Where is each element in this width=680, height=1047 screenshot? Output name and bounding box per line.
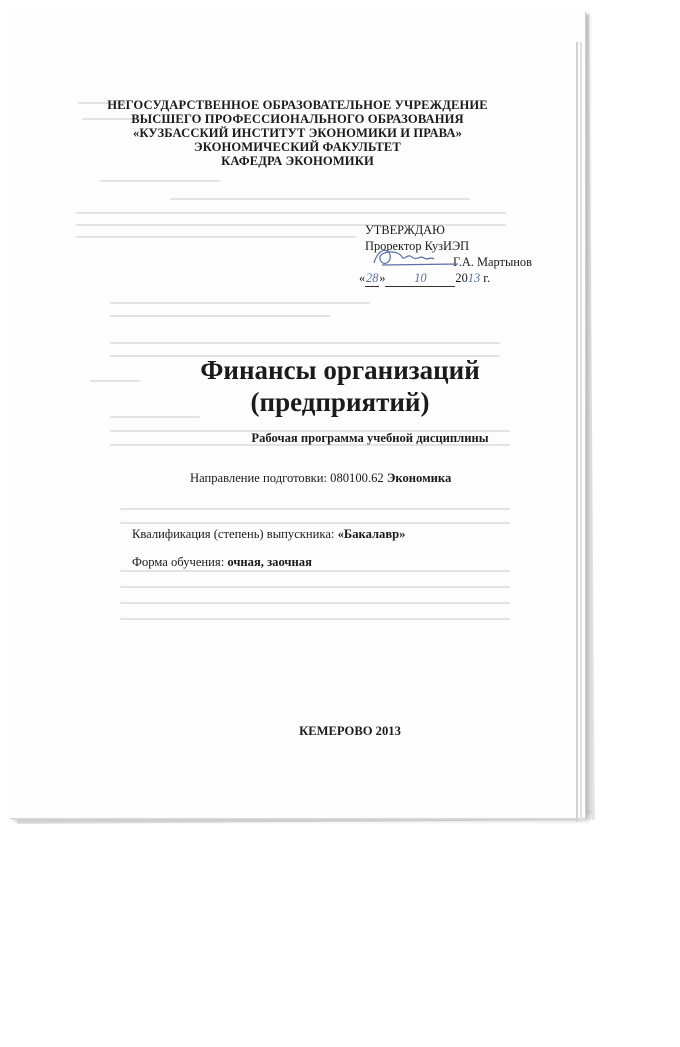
- document-title-line1: Финансы организаций: [200, 355, 480, 385]
- date-year-end: г.: [480, 271, 491, 285]
- institution-header-line: «КУЗБАССКИЙ ИНСТИТУТ ЭКОНОМИКИ И ПРАВА»: [133, 126, 462, 140]
- study-form-value: очная, заочная: [227, 555, 312, 569]
- show-through-line: [110, 315, 330, 317]
- handwritten-signature: [368, 245, 460, 271]
- approver-name: Г.А. Мартынов: [453, 255, 532, 269]
- show-through-line: [170, 198, 470, 200]
- approver-position: Проректор КузИЭП: [365, 239, 470, 253]
- study-direction: [190, 471, 451, 486]
- show-through-line: [76, 236, 356, 238]
- show-through-line: [120, 508, 510, 510]
- department-line: КАФЕДРА ЭКОНОМИКИ: [221, 154, 374, 168]
- show-through-line: [110, 342, 500, 344]
- document-subtitle: Рабочая программа учебной дисциплины: [251, 431, 489, 445]
- institution-header-line: ВЫСШЕГО ПРОФЕССИОНАЛЬНОГО ОБРАЗОВАНИЯ: [131, 112, 464, 126]
- approval-date: [359, 270, 545, 287]
- graduate-qualification: [132, 527, 405, 542]
- institution-header-line: НЕГОСУДАРСТВЕННОЕ ОБРАЗОВАТЕЛЬНОЕ УЧРЕЖДЕНИЕ: [107, 98, 488, 112]
- show-through-line: [110, 302, 370, 304]
- approval-heading: УТВЕРЖДАЮ: [365, 223, 445, 237]
- study-direction-value: Экономика: [386, 471, 452, 485]
- document-title-line2: (предприятий): [250, 387, 430, 417]
- date-year-suffix: 13: [467, 271, 481, 285]
- show-through-line: [100, 180, 220, 182]
- date-day: 28: [366, 271, 379, 285]
- city-and-year: КЕМЕРОВО 2013: [299, 724, 401, 738]
- show-through-line: [120, 522, 510, 524]
- date-year-prefix: 20: [455, 271, 468, 285]
- show-through-line: [120, 586, 510, 588]
- show-through-line: [120, 602, 510, 604]
- show-through-line: [120, 618, 510, 620]
- study-direction-label: Направление подготовки: 080100.62: [190, 471, 387, 485]
- show-through-line: [120, 570, 510, 572]
- study-form: [132, 555, 312, 570]
- faculty-line: ЭКОНОМИЧЕСКИЙ ФАКУЛЬТЕТ: [194, 140, 401, 154]
- date-quote: «: [359, 271, 366, 285]
- study-form-label: Форма обучения:: [132, 555, 228, 569]
- date-quote: »: [379, 271, 386, 285]
- qualification-label: Квалификация (степень) выпускника:: [132, 527, 338, 541]
- date-month: 10: [385, 270, 455, 287]
- qualification-value: «Бакалавр»: [337, 527, 406, 541]
- show-through-line: [76, 212, 506, 214]
